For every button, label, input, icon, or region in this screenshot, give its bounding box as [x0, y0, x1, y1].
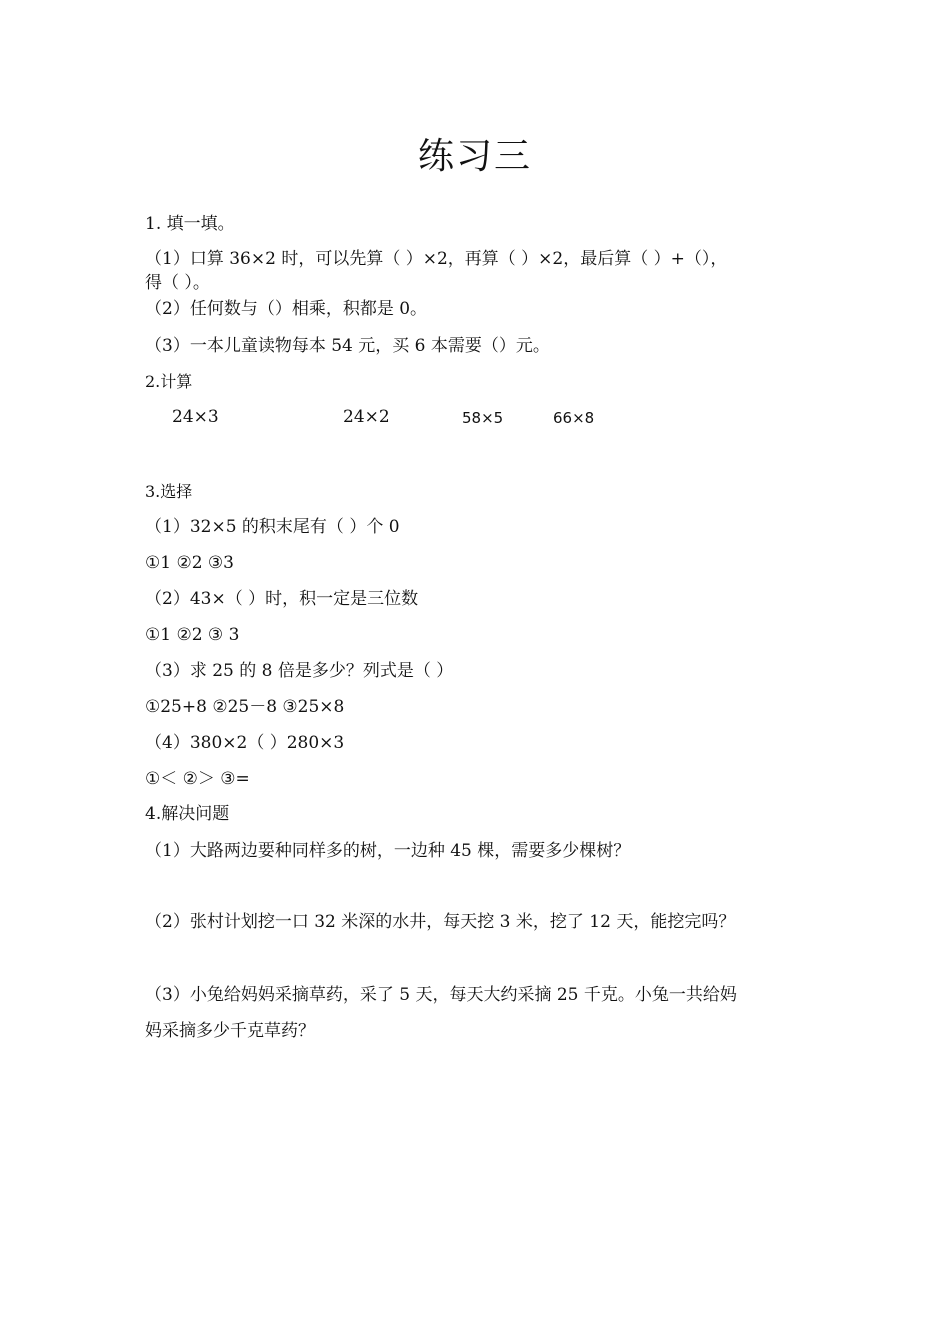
page-title: 练习三 — [417, 136, 532, 177]
s1-question-2: （2）任何数与（）相乘，积都是 0。 — [145, 299, 428, 319]
s3-question-4-options: ①＜ ②＞ ③= — [145, 769, 250, 789]
s4-question-1: （1）大路两边要种同样多的树，一边种 45 棵，需要多少棵树？ — [145, 841, 631, 861]
section-1-heading: 1. 填一填。 — [145, 214, 235, 234]
section-4-heading: 4.解决问题 — [145, 804, 230, 824]
s3-question-2: （2）43×（ ）时，积一定是三位数 — [145, 589, 419, 609]
s3-question-3: （3）求 25 的 8 倍是多少？列式是（ ） — [145, 661, 454, 681]
s4-question-2: （2）张村计划挖一口 32 米深的水井，每天挖 3 米，挖了 12 天，能挖完吗？ — [145, 912, 736, 932]
s3-question-2-options: ①1 ②2 ③ 3 — [145, 625, 240, 645]
s1-question-3: （3）一本儿童读物每本 54 元，买 6 本需要（）元。 — [145, 336, 550, 356]
calc-item: 58×5 — [462, 409, 504, 427]
section-3-heading: 3.选择 — [145, 482, 193, 501]
calc-item: 66×8 — [553, 409, 595, 427]
s3-question-4: （4）380×2（ ）280×3 — [145, 733, 345, 753]
s4-question-3-line-1: （3）小兔给妈妈采摘草药，采了 5 天，每天大约采摘 25 千克。小兔一共给妈 — [145, 985, 737, 1005]
s3-question-1-options: ①1 ②2 ③3 — [145, 553, 234, 573]
calc-item: 24×2 — [343, 407, 390, 427]
s3-question-3-options: ①25+8 ②25－8 ③25×8 — [145, 697, 345, 717]
s1-question-1-line-1: （1）口算 36×2 时，可以先算（ ）×2，再算（ ）×2，最后算（ ）+（）， — [145, 249, 728, 269]
s1-question-1-line-2: 得（ ）。 — [145, 273, 210, 293]
section-2-heading: 2.计算 — [145, 372, 193, 391]
calc-item: 24×3 — [172, 407, 219, 427]
s3-question-1: （1）32×5 的积末尾有（ ）个 0 — [145, 517, 400, 537]
s4-question-3-line-2: 妈采摘多少千克草药？ — [145, 1021, 315, 1041]
